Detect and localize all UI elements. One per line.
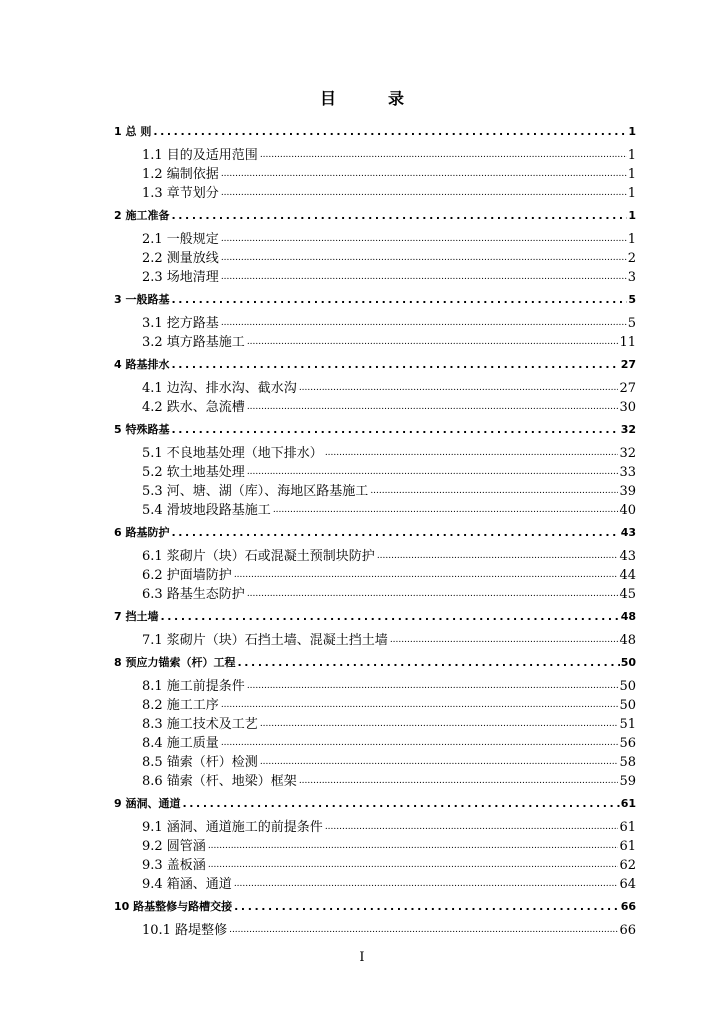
toc-chapter-entry[interactable]	[114, 897, 636, 917]
toc-chapter-entry[interactable]	[114, 122, 636, 142]
dot-leader	[370, 482, 618, 501]
toc-entry-label: 4.1 边沟、排水沟、截水沟	[142, 381, 297, 396]
toc-entry-page-number: 59	[619, 774, 636, 789]
toc-entry-page-number: 50	[620, 656, 636, 669]
dot-leader	[234, 875, 619, 894]
toc-entry-label: 4 路基排水	[114, 358, 170, 371]
toc-entry-label: 8.5 锚索（杆）检测	[142, 755, 258, 770]
toc-section-entry[interactable]	[114, 818, 636, 837]
toc-section-entry[interactable]	[114, 631, 636, 650]
toc-entry-page-number: 27	[619, 381, 636, 396]
toc-section-entry[interactable]	[114, 875, 636, 894]
toc-entry-label: 1.3 章节划分	[142, 186, 219, 201]
dot-leader	[325, 818, 619, 837]
dot-leader	[247, 333, 619, 352]
toc-section-entry[interactable]	[114, 772, 636, 791]
dot-leader	[377, 547, 619, 566]
dot-leader	[234, 897, 620, 917]
toc-section-entry[interactable]	[114, 837, 636, 856]
toc-entry-page-number: 2	[627, 251, 636, 266]
dot-leader	[247, 677, 619, 696]
toc-entry-label: 2.3 场地清理	[142, 270, 219, 285]
table-of-contents	[114, 122, 636, 943]
toc-entry-label: 8.4 施工质量	[142, 736, 219, 751]
dot-leader	[171, 290, 627, 310]
toc-entry-label: 4.2 跌水、急流槽	[142, 400, 245, 415]
toc-entry-label: 5.3 河、塘、湖（库）、海地区路基施工	[142, 484, 369, 499]
toc-chapter-entry[interactable]	[114, 290, 636, 310]
toc-entry-page-number: 61	[619, 820, 636, 835]
toc-entry-label: 5.1 不良地基处理（地下排水）	[142, 446, 323, 461]
toc-entry-label: 5.2 软土地基处理	[142, 465, 245, 480]
toc-entry-label: 8.1 施工前提条件	[142, 679, 245, 694]
toc-entry-page-number: 45	[619, 587, 636, 602]
toc-entry-page-number: 32	[620, 423, 636, 436]
toc-entry-label: 5 特殊路基	[114, 423, 170, 436]
toc-entry-page-number: 40	[619, 503, 636, 518]
toc-entry-page-number: 50	[619, 698, 636, 713]
toc-entry-label: 8.2 施工工序	[142, 698, 219, 713]
toc-entry-page-number: 66	[620, 900, 636, 913]
toc-entry-label: 6.2 护面墙防护	[142, 568, 232, 583]
toc-entry-label: 8.3 施工技术及工艺	[142, 717, 258, 732]
toc-entry-page-number: 1	[627, 148, 636, 163]
toc-section-entry[interactable]	[114, 165, 636, 184]
toc-chapter-entry[interactable]	[114, 653, 636, 673]
toc-entry-page-number: 3	[627, 270, 636, 285]
dot-leader	[299, 772, 619, 791]
toc-entry-page-number: 1	[628, 209, 636, 222]
toc-entry-page-number: 48	[619, 633, 636, 648]
dot-leader	[221, 165, 627, 184]
toc-entry-label: 7 挡土墙	[114, 610, 159, 623]
dot-leader	[221, 696, 619, 715]
toc-entry-page-number: 33	[619, 465, 636, 480]
toc-entry-page-number: 43	[620, 526, 636, 539]
dot-leader	[390, 631, 619, 650]
toc-entry-label: 8 预应力锚索（杆）工程	[114, 656, 236, 669]
toc-section-entry[interactable]	[114, 696, 636, 715]
toc-entry-page-number: 50	[619, 679, 636, 694]
toc-entry-label: 10.1 路堤整修	[142, 923, 228, 938]
toc-chapter-entry[interactable]	[114, 355, 636, 375]
dot-leader	[208, 837, 619, 856]
toc-section-entry[interactable]	[114, 921, 636, 940]
toc-section-entry[interactable]	[114, 314, 636, 333]
toc-entry-label: 5.4 滑坡地段路基施工	[142, 503, 271, 518]
toc-entry-label: 7.1 浆砌片（块）石挡土墙、混凝土挡土墙	[142, 633, 388, 648]
toc-entry-page-number: 48	[620, 610, 636, 623]
toc-entry-page-number: 61	[619, 839, 636, 854]
toc-entry-page-number: 32	[619, 446, 636, 461]
dot-leader	[221, 249, 627, 268]
dot-leader	[247, 398, 619, 417]
toc-entry-page-number: 1	[627, 232, 636, 247]
dot-leader	[247, 585, 619, 604]
toc-section-entry[interactable]	[114, 677, 636, 696]
toc-entry-page-number: 64	[619, 877, 636, 892]
toc-section-entry[interactable]	[114, 734, 636, 753]
toc-entry-page-number: 62	[619, 858, 636, 873]
dot-leader	[160, 607, 619, 627]
toc-entry-label: 3.2 填方路基施工	[142, 335, 245, 350]
toc-entry-label: 9.3 盖板涵	[142, 858, 206, 873]
dot-leader	[247, 463, 619, 482]
toc-entry-page-number: 58	[619, 755, 636, 770]
toc-section-entry[interactable]	[114, 146, 636, 165]
toc-entry-label: 1.1 目的及适用范围	[142, 148, 258, 163]
toc-section-entry[interactable]	[114, 379, 636, 398]
toc-section-entry[interactable]	[114, 566, 636, 585]
toc-entry-page-number: 66	[619, 923, 636, 938]
dot-leader	[260, 146, 627, 165]
toc-section-entry[interactable]	[114, 753, 636, 772]
toc-entry-label: 6 路基防护	[114, 526, 170, 539]
toc-entry-label: 2.2 测量放线	[142, 251, 219, 266]
toc-chapter-entry[interactable]	[114, 607, 636, 627]
toc-entry-page-number: 27	[620, 358, 636, 371]
toc-section-entry[interactable]	[114, 444, 636, 463]
dot-leader	[260, 753, 619, 772]
dot-leader	[182, 794, 619, 814]
toc-entry-label: 1.2 编制依据	[142, 167, 219, 182]
toc-chapter-entry[interactable]	[114, 794, 636, 814]
toc-entry-page-number: 5	[628, 293, 636, 306]
dot-leader	[221, 734, 619, 753]
toc-entry-label: 9 涵洞、通道	[114, 797, 181, 810]
toc-entry-label: 6.1 浆砌片（块）石或混凝土预制块防护	[142, 549, 375, 564]
page-title: 目 录	[319, 89, 422, 108]
toc-section-entry[interactable]	[114, 398, 636, 417]
dot-leader	[171, 420, 619, 440]
toc-section-entry[interactable]	[114, 184, 636, 203]
toc-entry-page-number: 1	[628, 125, 636, 138]
toc-chapter-entry[interactable]	[114, 206, 636, 226]
toc-entry-label: 6.3 路基生态防护	[142, 587, 245, 602]
toc-entry-page-number: 30	[619, 400, 636, 415]
toc-section-entry[interactable]	[114, 230, 636, 249]
toc-entry-page-number: 56	[619, 736, 636, 751]
toc-chapter-entry[interactable]	[114, 523, 636, 543]
toc-entry-page-number: 61	[620, 797, 636, 810]
toc-section-entry[interactable]	[114, 856, 636, 875]
dot-leader	[171, 355, 619, 375]
dot-leader	[234, 566, 619, 585]
toc-entry-label: 8.6 锚索（杆、地梁）框架	[142, 774, 297, 789]
toc-entry-label: 10 路基整修与路槽交接	[114, 900, 233, 913]
toc-entry-page-number: 1	[627, 186, 636, 201]
toc-entry-label: 3.1 挖方路基	[142, 316, 219, 331]
toc-section-entry[interactable]	[114, 333, 636, 352]
dot-leader	[153, 122, 627, 142]
dot-leader	[171, 523, 619, 543]
dot-leader	[221, 314, 627, 333]
toc-entry-page-number: 5	[627, 316, 636, 331]
toc-entry-page-number: 51	[619, 717, 636, 732]
toc-entry-label: 9.2 圆管涵	[142, 839, 206, 854]
toc-entry-label: 2.1 一般规定	[142, 232, 219, 247]
dot-leader	[221, 268, 627, 287]
dot-leader	[221, 184, 627, 203]
toc-entry-page-number: 44	[619, 568, 636, 583]
toc-section-entry[interactable]	[114, 249, 636, 268]
dot-leader	[237, 653, 619, 673]
toc-section-entry[interactable]	[114, 585, 636, 604]
toc-section-entry[interactable]	[114, 463, 636, 482]
toc-entry-label: 1 总 则	[114, 125, 152, 138]
toc-entry-page-number: 11	[619, 335, 636, 350]
toc-section-entry[interactable]	[114, 268, 636, 287]
dot-leader	[299, 379, 619, 398]
dot-leader	[260, 715, 619, 734]
page-number-footer: I	[359, 950, 365, 965]
dot-leader	[325, 444, 619, 463]
toc-section-entry[interactable]	[114, 715, 636, 734]
toc-entry-label: 9.4 箱涵、通道	[142, 877, 232, 892]
dot-leader	[229, 921, 618, 940]
dot-leader	[171, 206, 627, 226]
toc-section-entry[interactable]	[114, 482, 636, 501]
toc-entry-page-number: 39	[619, 484, 636, 499]
toc-entry-page-number: 43	[619, 549, 636, 564]
dot-leader	[221, 230, 627, 249]
dot-leader	[208, 856, 619, 875]
toc-entry-label: 3 一般路基	[114, 293, 170, 306]
toc-entry-page-number: 1	[627, 167, 636, 182]
toc-entry-label: 2 施工准备	[114, 209, 170, 222]
toc-section-entry[interactable]	[114, 547, 636, 566]
toc-entry-label: 9.1 涵洞、通道施工的前提条件	[142, 820, 323, 835]
toc-section-entry[interactable]	[114, 501, 636, 520]
toc-chapter-entry[interactable]	[114, 420, 636, 440]
dot-leader	[273, 501, 619, 520]
